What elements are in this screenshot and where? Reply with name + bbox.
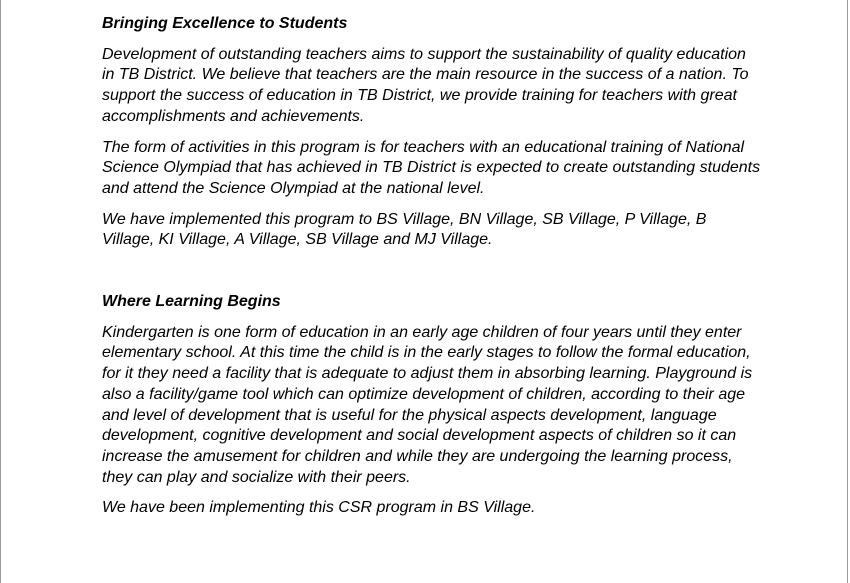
paragraph: We have implemented this program to BS Village, BN Village, SB Village, P Village, B Village, KI Village, A Village, SB Village and MJ Village. bbox=[102, 210, 707, 249]
paragraph: The form of activities in this program is for teachers with an educational training of National Science Olympiad that has achieved in TB District is expected to create outstanding students and attend the Science Olympiad at the national level. bbox=[102, 138, 761, 197]
section-bringing-excellence bbox=[102, 14, 762, 251]
section-where-learning-begins bbox=[102, 292, 762, 519]
section-spacer bbox=[102, 261, 762, 292]
section-title: Bringing Excellence to Students bbox=[102, 15, 348, 32]
section-title: Where Learning Begins bbox=[102, 293, 281, 311]
paragraph: We have been implementing this CSR program in BS Village. bbox=[102, 499, 536, 517]
paragraph: Kindergarten is one form of education in an early age children of four years until they enter elementary school. At this time the child is in the early stages to follow the formal education, for it they need a facility that is adequate to adjust them in absorbing learning. Playground is also a facility/game tool which can optimize development of children, according to their age and level of development that is useful for the physical aspects development, language development, cognitive development and social development aspects of children so it can increase the amusement for children and while they are undergoing the learning process, they can play and socialize with their peers. bbox=[102, 323, 753, 486]
paragraph: Development of outstanding teachers aims to support the sustainability of quality education in TB District. We believe that teachers are the main resource in the success of a nation. To support the success of education in TB District, we provide training for teachers with great accomplishments and achievements. bbox=[102, 45, 749, 125]
document-content bbox=[102, 14, 762, 529]
